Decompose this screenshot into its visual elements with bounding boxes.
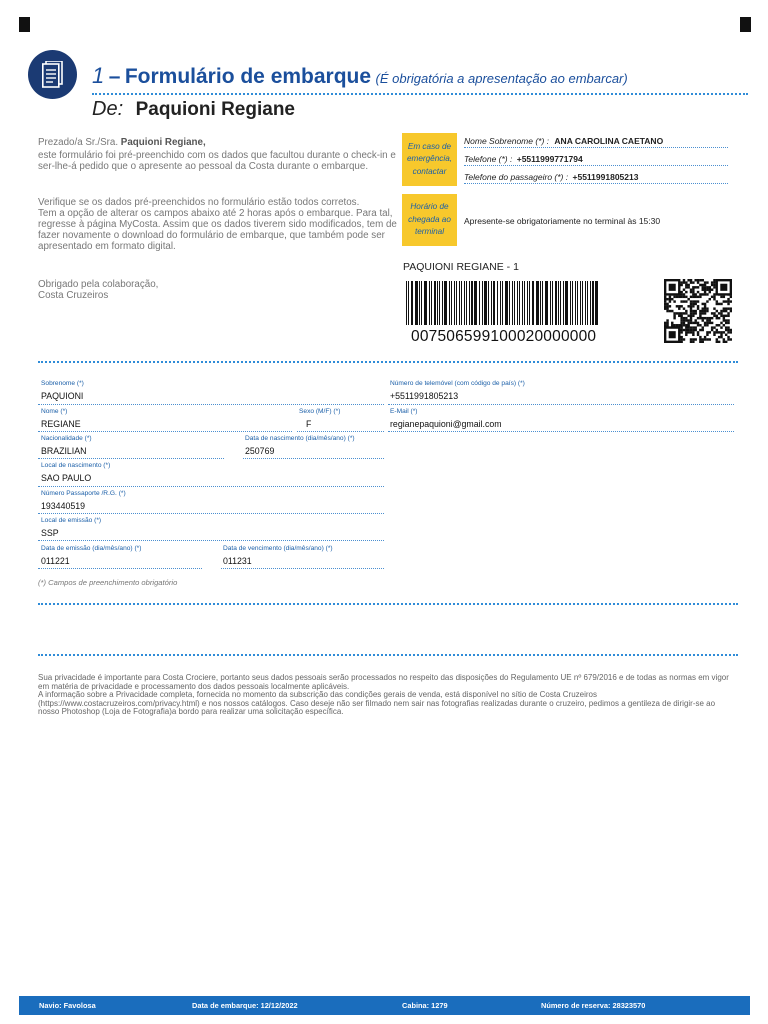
emergency-name-row	[464, 136, 728, 148]
required-fields-note: (*) Campos de preenchimento obrigatório	[38, 578, 178, 587]
mobile-value: +5511991805213	[390, 391, 459, 401]
expiry-date-label: Data de vencimento (dia/mês/ano) (*)	[223, 545, 333, 552]
issue-date-value: 011221	[41, 556, 70, 566]
nationality-line	[38, 458, 224, 459]
arrival-text: Apresente-se obrigatoriamente no terminal às 15:30	[464, 216, 661, 226]
title-number: 1	[92, 63, 105, 88]
nationality-label: Nacionalidade (*)	[41, 435, 92, 442]
letter-greeting	[38, 137, 400, 148]
expiry-date-line	[221, 568, 384, 569]
footer-date: Data de embarque: 12/12/2022	[192, 1001, 298, 1010]
letter-paragraph-1: este formulário foi pré-preenchido com os dados que facultou durante o check-in e ser-lhe-á pedido que o apresente ao pessoal da Costa durante o embarque.	[38, 150, 396, 172]
birth-place-label: Local de nascimento (*)	[41, 462, 111, 469]
title-note: (É obrigatória a apresentação ao embarcar)	[375, 71, 628, 86]
emergency-phone-value: +5511999771794	[516, 154, 583, 164]
title-divider	[92, 93, 748, 95]
issue-date-label: Data de emissão (dia/mês/ano) (*)	[41, 545, 142, 552]
issue-place-value: SSP	[41, 528, 59, 538]
birth-place-line	[38, 486, 384, 487]
name-value: REGIANE	[41, 419, 81, 429]
emergency-phone-row	[464, 154, 728, 166]
mobile-label: Número de telemóvel (com código de país) (*)	[390, 380, 525, 387]
surname-value: PAQUIONI	[41, 391, 84, 401]
passenger-phone-value: +5511991805213	[572, 172, 639, 182]
issue-date-line	[38, 568, 202, 569]
surname-label: Sobrenome (*)	[41, 380, 84, 387]
arrival-label: Horário de chegada ao terminal	[402, 194, 457, 246]
emergency-name-value: ANA CAROLINA CAETANO	[554, 136, 664, 146]
footer-booking: Número de reserva: 28323570	[541, 1001, 646, 1010]
corner-mark-left	[19, 17, 30, 32]
passport-line	[38, 513, 384, 514]
letter-paragraph-3: Obrigado pela colaboração, Costa Cruzeiros	[38, 279, 159, 301]
title-text: Formulário de embarque	[124, 65, 372, 88]
sex-value: F	[306, 419, 312, 429]
sex-label: Sexo (M/F) (*)	[299, 408, 341, 415]
issue-place-line	[38, 540, 384, 541]
footer-ship: Navio: Favolosa	[39, 1001, 96, 1010]
corner-mark-right	[740, 17, 751, 32]
barcode-number: 007506599100020000000	[411, 328, 597, 345]
section-divider-1	[38, 361, 738, 363]
barcode	[406, 281, 602, 325]
expiry-date-value: 011231	[223, 556, 252, 566]
email-line	[388, 431, 734, 432]
section-divider-2	[38, 603, 738, 605]
birth-date-label: Data de nascimento (dia/mês/ano) (*)	[245, 435, 355, 442]
name-line	[38, 431, 292, 432]
footer-cabin: Cabina: 1279	[402, 1001, 448, 1010]
footer-bar	[19, 996, 750, 1015]
page-title	[92, 63, 628, 89]
greeting-prefix: Prezado/a Sr./Sra.	[38, 137, 119, 148]
email-label: E-Mail (*)	[390, 408, 418, 415]
name-label: Nome (*)	[41, 408, 68, 415]
title-dash: –	[108, 65, 121, 88]
passenger-phone-row	[464, 172, 728, 184]
birth-date-value: 250769	[245, 446, 275, 456]
emergency-phone-label: Telefone (*) :	[464, 154, 513, 164]
from-name: Paquioni Regiane	[135, 99, 295, 120]
passenger-code-label: PAQUIONI REGIANE - 1	[403, 261, 519, 273]
section-divider-3	[38, 654, 738, 656]
letter-paragraph-2: Verifique se os dados pré-preenchidos no formulário estão todos corretos. Tem a opção de alterar os campos abaixo até 2 horas após o embarque. Para tal, regresse à página MyCosta. Assim que os dados tiverem sido modificados, tem de fazer novamente o download do formulário de embarque, que também pode ser apresentado em formato digital.	[38, 197, 397, 252]
greeting-name: Paquioni Regiane,	[120, 137, 206, 148]
surname-line	[38, 404, 384, 405]
issue-place-label: Local de emissão (*)	[41, 517, 102, 524]
passport-value: 193440519	[41, 501, 86, 511]
from-line	[92, 98, 295, 121]
from-label: De:	[92, 98, 124, 120]
mobile-line	[388, 404, 734, 405]
privacy-notice: Sua privacidade é importante para Costa Crociere, portanto seus dados pessoais serão processados no respeito das disposições do Regulamento UE nº 679/2016 e de todas as normas em vigor em matéria de privacidade e processamento dos dados pessoais localmente aplicáveis. A informação sobre a Privacidade completa, fornecida no momento da subscrição das condições gerais de venda, está disponível no sítio de Costa Cruzeiros (https://www.costacruzeiros.com/privacy.html) e nos nossos catálogos. Caso deseje não ser filmado nem sair nas fotografias realizadas durante o cruzeiro, pedimos a gentileza de dirigir-se ao nosso Photoshop (Loja de Fotografia)a bordo para realizar uma solicitação específica.	[38, 673, 729, 717]
qr-code	[664, 279, 732, 343]
document-icon	[28, 50, 77, 99]
passport-label: Número Passaporte /R.G. (*)	[41, 490, 126, 497]
passenger-phone-label	[464, 172, 568, 182]
emergency-label: Em caso de emergência, contactar	[402, 133, 457, 186]
sex-line	[297, 431, 384, 432]
birth-date-line	[243, 458, 384, 459]
emergency-name-label: Nome Sobrenome (*) :	[464, 136, 550, 146]
passenger-phone-label-text: Telefone do passageiro (*) :	[464, 172, 569, 182]
birth-place-value: SAO PAULO	[41, 473, 92, 483]
email-value: regianepaquioni@gmail.com	[390, 419, 502, 429]
nationality-value: BRAZILIAN	[41, 446, 87, 456]
